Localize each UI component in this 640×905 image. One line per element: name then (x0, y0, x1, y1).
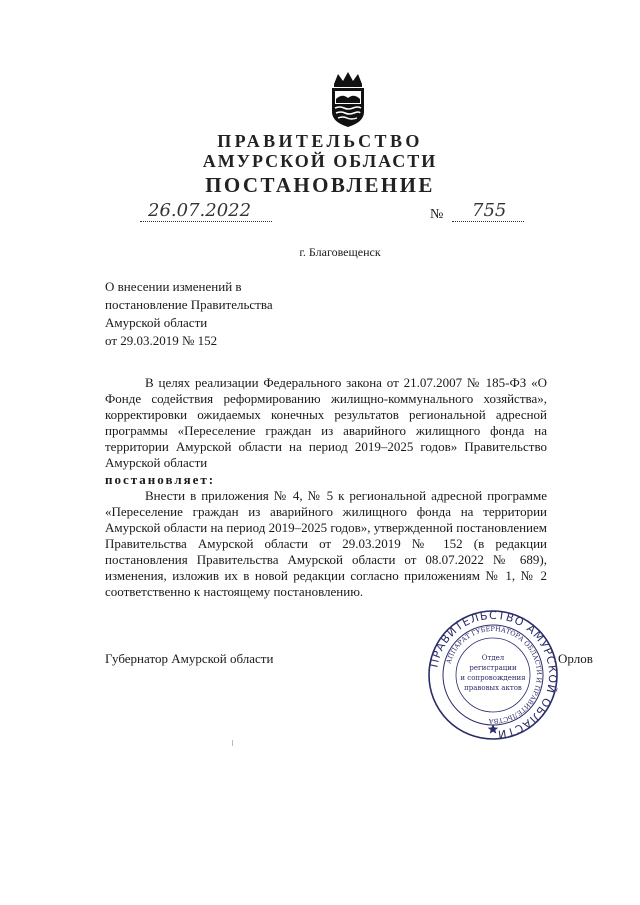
stamp-star-icon (488, 724, 499, 734)
stamp-outer-text: ПРАВИТЕЛЬСТВО АМУРСКОЙ ОБЛАСТИ (427, 608, 560, 741)
handwritten-date: 26.07.2022 (148, 200, 252, 221)
subject-line: от 29.03.2019 № 152 (105, 333, 218, 348)
scan-artifact (232, 740, 233, 746)
official-stamp (426, 608, 560, 742)
stamp-inner-line: Отдел (481, 654, 505, 662)
document-type-title: ПОСТАНОВЛЕНИЕ (205, 173, 435, 197)
government-title: ПРАВИТЕЛЬСТВО (217, 131, 423, 151)
resolves-label: постановляет: (105, 472, 216, 487)
number-sign: № (430, 207, 444, 222)
subject-line: постановление Правительства (105, 297, 273, 312)
date-underline (140, 221, 272, 222)
number-underline (452, 221, 524, 222)
preamble-paragraph: В целях реализации Федерального закона от 21.07.2007 № 185-ФЗ «О Фонде содействия реформированию жилищно-коммунального хозяйства», корректировки ожидаемых конечных результатов региональной адресной программы «Переселение граждан из аварийного жилищного фонда на территории Амурской области на период 2019–2025 годов» Правительство Амурской области (105, 375, 547, 470)
stamp-inner-line: правовых актов (464, 684, 522, 692)
stamp-ring-text: АППАРАТ ГУБЕРНАТОРА ОБЛАСТИ И ПРАВИТЕЛЬСТВА (444, 624, 544, 726)
region-title: АМУРСКОЙ ОБЛАСТИ (202, 151, 438, 171)
handwritten-number: 755 (472, 200, 507, 221)
signatory-name: Орлов (558, 651, 593, 666)
operative-paragraph: Внести в приложения № 4, № 5 к региональной адресной программе «Переселение граждан из аварийного жилищного фонда на территории Амурской области на период 2019–2025 годов», утвержденной постановлением Правительства Амурской области от 29.03.2019 № 152 (в редакции постановления Правительства Амурской области от 08.07.2022 № 689), изменения, изложив их в новой редакции согласно приложениям № 1, № 2 соответственно к настоящему постановлению. (105, 488, 547, 599)
signatory-position: Губернатор Амурской области (105, 651, 274, 666)
stamp-inner-line: регистрации (469, 664, 517, 672)
subject-line: О внесении изменений в (105, 279, 242, 294)
subject-line: Амурской области (105, 315, 208, 330)
coat-of-arms-icon (326, 72, 370, 128)
city-label: г. Благовещенск (299, 245, 381, 259)
document-subject (105, 278, 365, 350)
stamp-inner-line: и сопровождения (460, 674, 526, 682)
